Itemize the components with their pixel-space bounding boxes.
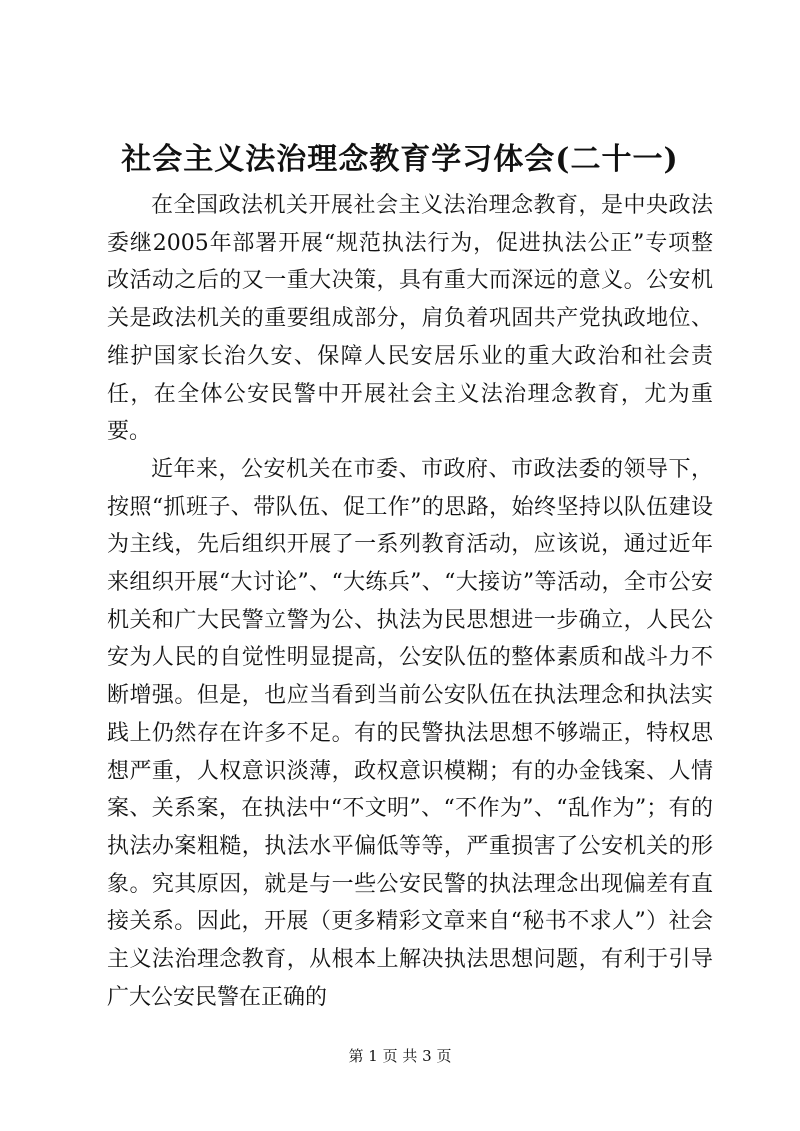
document-body <box>107 187 713 1016</box>
page-number-footer: 第 1 页 共 3 页 <box>348 1047 452 1065</box>
paragraph-1: 在全国政法机关开展社会主义法治理念教育，是中央政法委继2005年部署开展“规范执法行为，促进执法公正”专项整改活动之后的又一重大决策，具有重大而深远的意义。公安机关是政法机关的重要组成部分，肩负着巩固共产党执政地位、维护国家长治久安、保障人民安居乐业的重大政治和社会责任，在全体公安民警中开展社会主义法治理念教育，尤为重要。 <box>107 193 713 445</box>
paragraph-2: 近年来，公安机关在市委、市政府、市政法委的领导下，按照“抓班子、带队伍、促工作”的思路，始终坚持以队伍建设为主线，先后组织开展了一系列教育活动，应该说，通过近年来组织开展“大讨论”、“大练兵”、“大接访”等活动，全市公安机关和广大民警立警为公、执法为民思想进一步确立，人民公安为人民的自觉性明显提高，公安队伍的整体素质和战斗力不断增强。但是，也应当看到当前公安队伍在执法理念和执法实践上仍然存在许多不足。有的民警执法思想不够端正，特权思想严重，人权意识淡薄，政权意识模糊；有的办金钱案、人情案、关系案，在执法中“不文明”、“不作为”、“乱作为”；有的执法办案粗糙，执法水平偏低等等，严重损害了公安机关的形象。究其原因，就是与一些公安民警的执法理念出现偏差有直接关系。因此，开展（更多精彩文章来自“秘书不求人”）社会主义法治理念教育，从根本上解决执法思想问题，有利于引导广大公安民警在正确的 <box>107 456 713 1010</box>
document-title: 社会主义法治理念教育学习体会(二十一) <box>121 142 679 177</box>
